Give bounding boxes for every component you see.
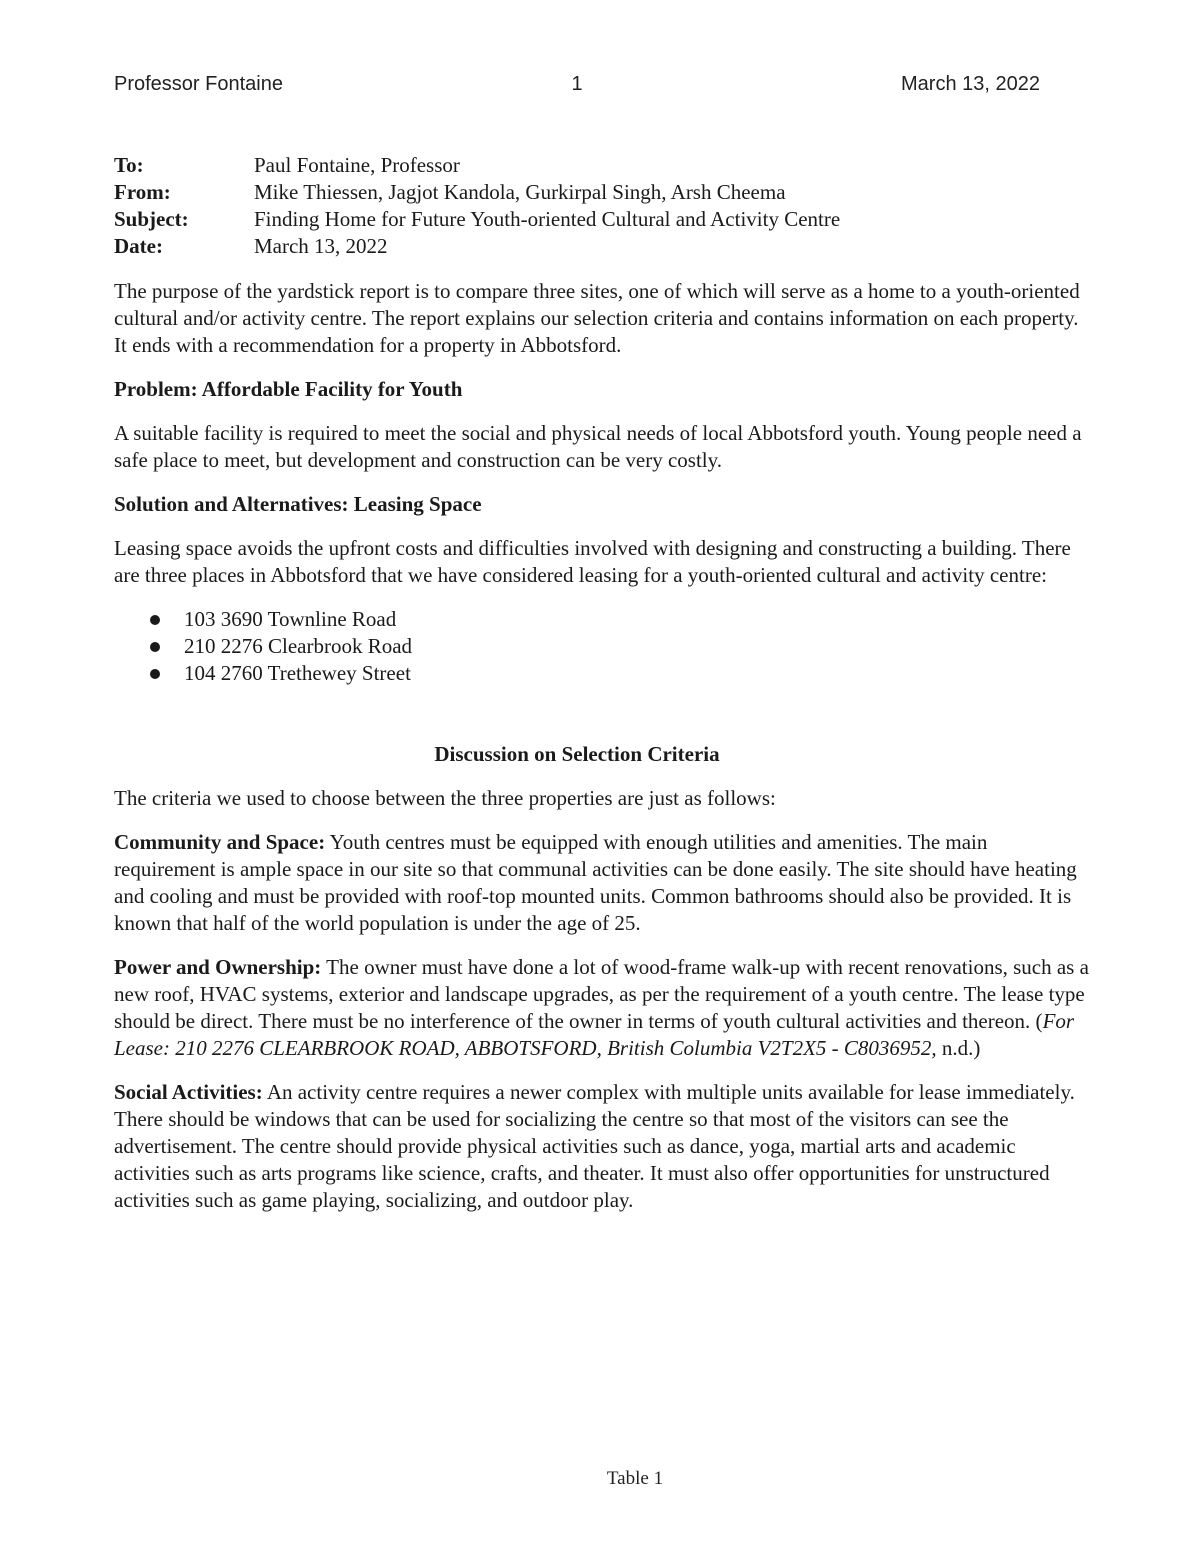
memo-to-value: Paul Fontaine, Professor	[254, 153, 460, 177]
criterion-social-text: An activity centre requires a newer complex with multiple units available for lease immediately. There should be windows that can be used for socializing the centre so that most of the visitors can see the advertisement. The centre should provide physical activities such as dance, yoga, martial arts and academic activities such as arts programs like science, crafts, and theater. It must also offer opportunities for unstructured activities such as game playing, socializing, and outdoor play.	[114, 1080, 1075, 1212]
site-address: 210 2276 Clearbrook Road	[184, 634, 413, 658]
criterion-community-text: Youth centres must be equipped with enough utilities and amenities. The main requirement is ample space in our site so that communal activities can be done easily. The site should have heating and cooling and must be provided with roof-top mounted units. Common bathrooms should also be provided. It is known that half of the world population is under the age of 25.	[114, 830, 1077, 935]
bullet-icon	[150, 615, 160, 625]
intro-paragraph: The purpose of the yardstick report is to compare three sites, one of which will serve as a home to a youth-oriented cultural and/or activity centre. The report explains our selection criteria and contains information on each property. It ends with a recommendation for a property in Abbotsford.	[114, 279, 1080, 357]
solution-paragraph: Leasing space avoids the upfront costs and difficulties involved with designing and constructing a building. There are three places in Abbotsford that we have considered leasing for a youth-oriented cultural and activity centre:	[114, 536, 1071, 587]
memo-subject-label: Subject:	[114, 207, 189, 231]
header-date: March 13, 2022	[901, 73, 1040, 95]
memo-subject-row	[114, 206, 1094, 233]
site-list	[114, 606, 1094, 687]
memo-to-label: To:	[114, 153, 144, 177]
discussion-intro: The criteria we used to choose between the three properties are just as follows:	[114, 786, 776, 810]
list-item	[150, 660, 1094, 687]
criterion-power-citation: For Lease: 210 2276 CLEARBROOK ROAD, ABBOTSFORD, British Columbia V2T2X5 - C8036952	[114, 1009, 1075, 1060]
memo-date-row	[114, 233, 1094, 260]
bullet-icon	[150, 642, 160, 652]
memo-from-row	[114, 179, 1094, 206]
criterion-social	[114, 1079, 1094, 1214]
header-page-number: 1	[571, 73, 583, 95]
criterion-power-text: The owner must have done a lot of wood-frame walk-up with recent renovations, such as a new roof, HVAC systems, exterior and landscape upgrades, as per the requirement of a youth centre. The lease type should be direct. There must be no interference of the owner in terms of youth cultural activities and thereon. (	[114, 955, 1089, 1033]
criterion-power	[114, 954, 1094, 1062]
discussion-heading: Discussion on Selection Criteria	[434, 742, 720, 766]
memo-from-label: From:	[114, 180, 171, 204]
bullet-icon	[150, 669, 160, 679]
site-address: 103 3690 Townline Road	[184, 607, 397, 631]
running-header	[114, 70, 1040, 98]
table-caption: Table 1	[606, 1468, 664, 1489]
criterion-power-citation-tail: , n.d.)	[931, 1036, 981, 1060]
memo-subject-value: Finding Home for Future Youth-oriented Cultural and Activity Centre	[254, 207, 841, 231]
memo-to-row	[114, 152, 1094, 179]
document-body	[114, 152, 1094, 1231]
site-address: 104 2760 Trethewey Street	[184, 661, 411, 685]
memo-header	[114, 152, 1094, 260]
criterion-community-label: Community and Space:	[114, 830, 326, 854]
list-item	[150, 606, 1094, 633]
problem-heading: Problem: Affordable Facility for Youth	[114, 377, 463, 401]
criterion-community	[114, 829, 1094, 937]
problem-paragraph: A suitable facility is required to meet the social and physical needs of local Abbotsford youth. Young people need a safe place to meet, but development and construction can be very costly.	[114, 421, 1082, 472]
list-item	[150, 633, 1094, 660]
solution-heading: Solution and Alternatives: Leasing Space	[114, 492, 482, 516]
memo-from-value: Mike Thiessen, Jagjot Kandola, Gurkirpal Singh, Arsh Cheema	[254, 180, 786, 204]
criterion-power-label: Power and Ownership:	[114, 955, 322, 979]
criterion-social-label: Social Activities:	[114, 1080, 263, 1104]
memo-date-value: March 13, 2022	[254, 234, 388, 258]
memo-date-label: Date:	[114, 234, 163, 258]
header-author: Professor Fontaine	[114, 73, 283, 95]
